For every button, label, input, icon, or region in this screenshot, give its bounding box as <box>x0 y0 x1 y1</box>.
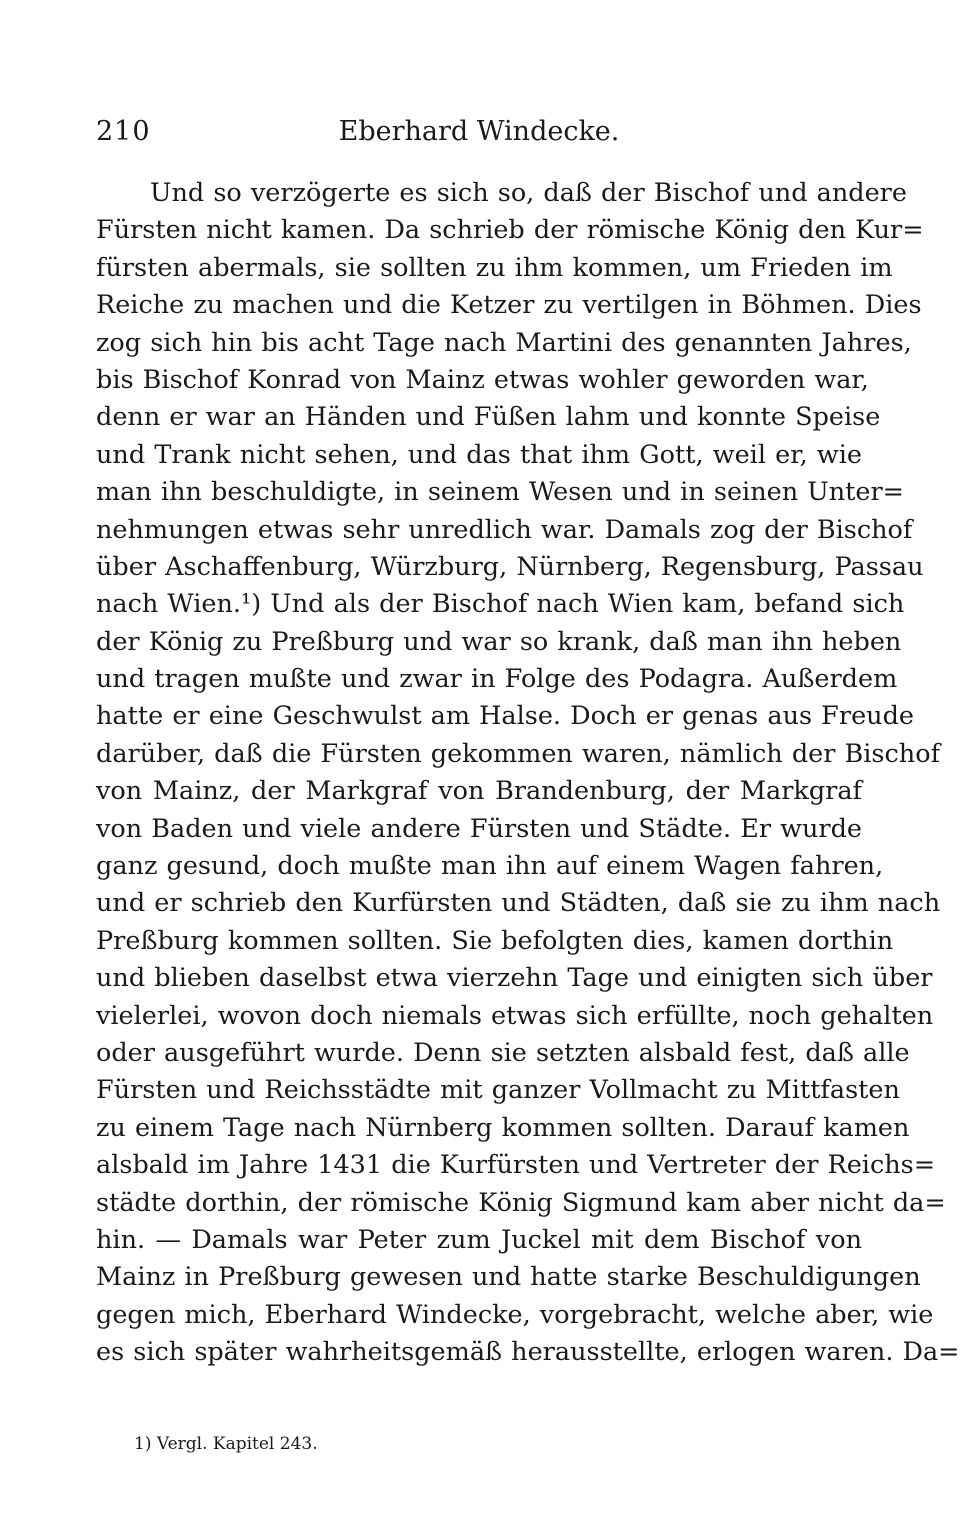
text-line: es sich später wahrheitsgemäß herausstellte, erlogen waren. Da= <box>96 1337 960 1368</box>
text-line: alsbald im Jahre 1431 die Kurfürsten und Vertreter der Reichs= <box>96 1150 936 1181</box>
text-line: nach Wien.¹) Und als der Bischof nach Wien kam, befand sich <box>96 589 905 620</box>
text-line: von Baden und viele andere Fürsten und Städte. Er wurde <box>96 813 862 844</box>
text-line: fürsten abermals, sie sollten zu ihm kommen, um Frieden im <box>96 252 893 283</box>
text-line: und er schrieb den Kurfürsten und Städten, daß sie zu ihm nach <box>96 888 941 919</box>
text-line: Mainz in Preßburg gewesen und hatte starke Beschuldigungen <box>96 1262 921 1293</box>
text-line: vielerlei, wovon doch niemals etwas sich erfüllte, noch gehalten <box>96 1000 934 1031</box>
text-line: zu einem Tage nach Nürnberg kommen sollten. Darauf kamen <box>96 1112 910 1143</box>
text-line: darüber, daß die Fürsten gekommen waren, nämlich der Bischof <box>96 738 941 769</box>
text-line: hatte er eine Geschwulst am Halse. Doch er genas aus Freude <box>96 701 914 732</box>
text-line: und blieben daselbst etwa vierzehn Tage und einigten sich über <box>96 963 933 994</box>
text-line: und Trank nicht sehen, und das that ihm Gott, weil er, wie <box>96 439 862 470</box>
text-line: Fürsten und Reichsstädte mit ganzer Vollmacht zu Mittfasten <box>96 1075 900 1106</box>
text-line: hin. — Damals war Peter zum Juckel mit dem Bischof von <box>96 1224 862 1255</box>
text-line: man ihn beschuldigte, in seinem Wesen und in seinen Unter= <box>96 477 905 508</box>
text-line: Fürsten nicht kamen. Da schrieb der römische König den Kur= <box>96 215 924 246</box>
body-text <box>96 175 960 1372</box>
text-line: oder ausgeführt wurde. Denn sie setzten alsbald fest, daß alle <box>96 1037 910 1068</box>
footnote: 1) Vergl. Kapitel 243. <box>134 1434 318 1454</box>
text-line: ganz gesund, doch mußte man ihn auf einem Wagen fahren, <box>96 851 884 882</box>
page-number: 210 <box>96 116 151 147</box>
text-line: über Aschaffenburg, Würzburg, Nürnberg, Regensburg, Passau <box>96 551 924 582</box>
text-line: städte dorthin, der römische König Sigmund kam aber nicht da= <box>96 1187 946 1218</box>
text-line: zog sich hin bis acht Tage nach Martini des genannten Jahres, <box>96 327 912 358</box>
text-line: Reiche zu machen und die Ketzer zu vertilgen in Böhmen. Dies <box>96 290 922 321</box>
text-line: gegen mich, Eberhard Windecke, vorgebracht, welche aber, wie <box>96 1299 934 1330</box>
text-line: Und so verzögerte es sich so, daß der Bischof und andere <box>150 178 907 208</box>
text-line: Preßburg kommen sollten. Sie befolgten dies, kamen dorthin <box>96 925 894 956</box>
page-header <box>96 112 862 152</box>
text-line: denn er war an Händen und Füßen lahm und konnte Speise <box>96 402 881 433</box>
text-line: der König zu Preßburg und war so krank, daß man ihn heben <box>96 626 902 657</box>
text-line: und tragen mußte und zwar in Folge des Podagra. Außerdem <box>96 664 898 695</box>
text-line: nehmungen etwas sehr unredlich war. Damals zog der Bischof <box>96 514 913 545</box>
text-line: von Mainz, der Markgraf von Brandenburg, der Markgraf <box>96 776 862 807</box>
running-title: Eberhard Windecke. <box>338 116 620 147</box>
text-line: bis Bischof Konrad von Mainz etwas wohler geworden war, <box>96 364 869 395</box>
